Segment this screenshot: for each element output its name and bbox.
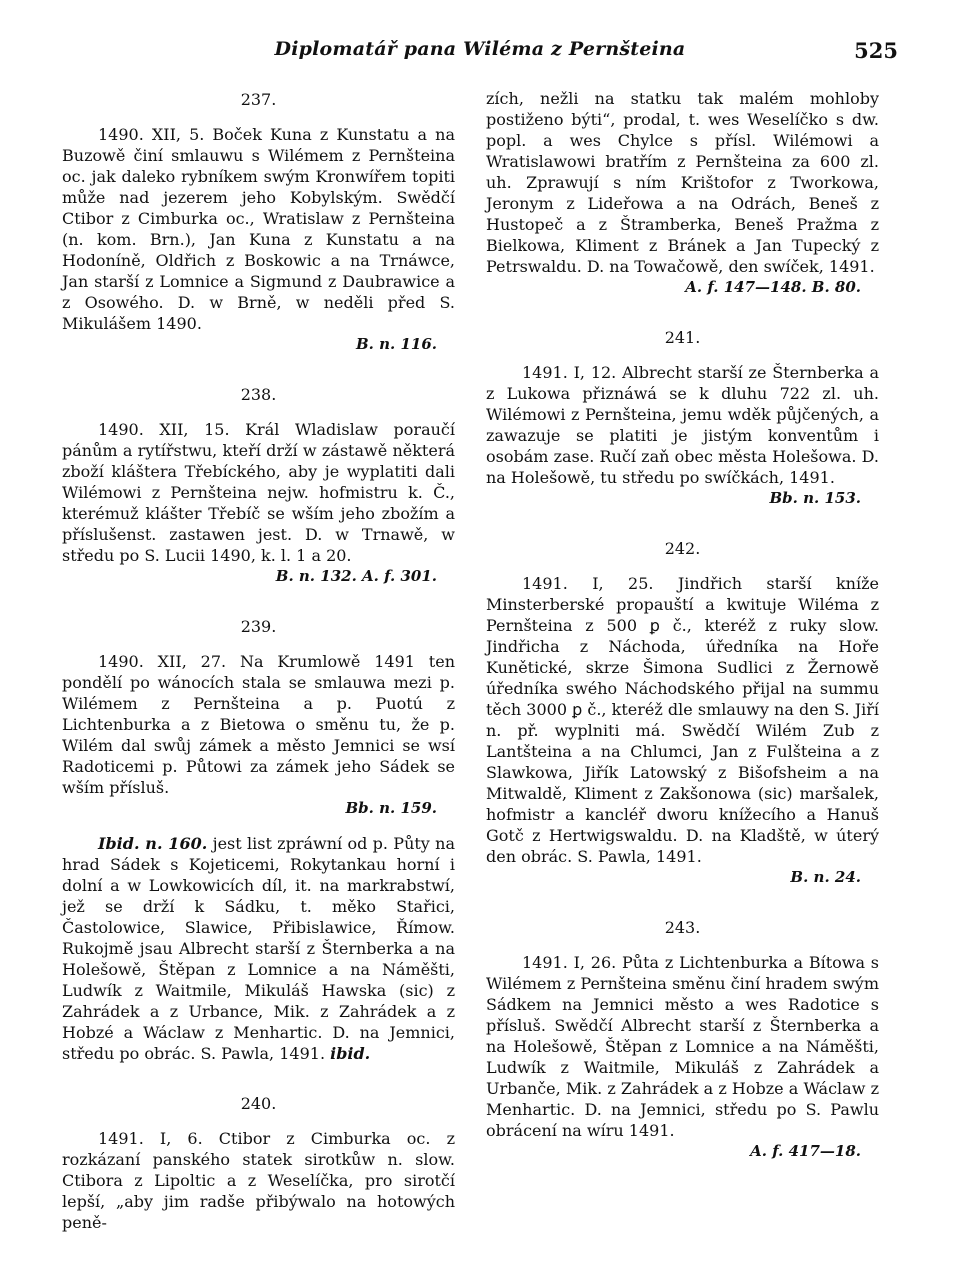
source-reference: A. f. 417—18. <box>750 1142 861 1160</box>
source-reference: B. n. 116. <box>355 335 437 353</box>
entry-number: 239. <box>240 617 277 636</box>
source-reference: Bb. n. 159. <box>345 799 437 817</box>
entry-number: 243. <box>664 918 701 937</box>
entry-241 <box>486 328 879 509</box>
continuation-text: zích, nežli na statku tak malém mohloby postiženo býti“, prodal, t. wes Weselíčko s dw. popl. a wes Chylce s přísl. Wilémowi a Wratislawowi bratřím z Pernšteina za 600 zl. uh. Zprawují s ním Krištofor z Tworkowa, Jeronym z Lideřowa a na Odrách, Beneš z Hustopeč a z Štramberka, Beneš Pražma z Bielkowa, Kliment z Bránek a Jan Tupecký z Petrswaldu. D. na Towačowě, den swíček, 1491. <box>486 89 879 276</box>
ibid-source: ibid. <box>330 1044 371 1063</box>
entry-number: 242. <box>664 539 701 558</box>
entry-number: 238. <box>240 385 277 404</box>
entry-text: 1491. I, 6. Ctibor z Cimburka oc. z rozkázaní panského statek sirotkůw n. slow. Ctibora z Lipoltic a z Weselíčka, pro sirotčí lepší, „aby jim radše přibýwalo na hotowých peně- <box>62 1129 455 1232</box>
entry-text: 1490. XII, 27. Na Krumlowě 1491 ten pondělí po wánocích stala se smlauwa mezi p. Wilémem z Pernšteina a p. Puotú z Lichtenburka a z Bietowa o směnu tu, že p. Wilém dal swůj zámek a město Jemnici se wsí Radoticemi p. Půtowi za zámek jeho Sádek se wším přísluš. <box>62 652 455 797</box>
source-reference: A. f. 147—148. B. 80. <box>685 278 861 296</box>
entry-number: 241. <box>664 328 701 347</box>
entry-text: 1490. XII, 15. Král Wladislaw poraučí pánům a rytířstwu, kteří drží w zástawě některá zboží kláštera Třebíckého, aby je wyplatiti dali Wilémowi z Pernšteina nejw. hofmistru k. Č., kterémuž klášter Třebíč se wším jeho zbožím a příslušenst. zastawen jest. D. w Trnawě, w středu po S. Lucii 1490, k. l. 1 a 20. <box>62 420 455 565</box>
source-reference: Bb. n. 153. <box>769 489 861 507</box>
running-title: Diplomatář pana Wiléma z Pernšteina <box>274 38 686 60</box>
ibid-text: jest list zpráwní od p. Půty na hrad Sádek s Kojeticemi, Rokytankau horní i dolní a w Lowkowicích díl, it. na markrabstwí, jež se drží k Sádku, t. měko Stařici, Častolowice, Slawice, Přibislawice, Římow. Rukojmě jsau Albrecht starší z Šternberka a na Holešowě, Štěpan z Lomnice a na Náměšti, Ludwík z Waitmile, Mikuláš Hawska (sic) z Zahrádek a z Urbance, Mik. z Zahrádek a z Hobzé a Wáclaw z Menhartic. D. na Jemnici, středu po obrác. S. Pawla, 1491. <box>62 834 455 1063</box>
entry-239 <box>62 617 455 1064</box>
entry-number: 237. <box>240 90 277 109</box>
entry-number: 240. <box>240 1094 277 1113</box>
right-column <box>486 88 879 1192</box>
left-column <box>62 88 455 1263</box>
source-reference: B. n. 132. A. f. 301. <box>275 567 437 585</box>
entry-text: 1491. I, 12. Albrecht starší ze Šternberka a z Lukowa přiznáwá se k dluhu 722 zl. uh. Wilémowi z Pernšteina, jemu wděk půjčených, a zawazuje se platiti je jistým konventům i osobám zase. Ručí zaň obec města Holešowa. D. na Holešowě, tu středu po swíčkách, 1491. <box>486 363 879 487</box>
entry-240-continuation <box>486 88 879 298</box>
entry-240 <box>62 1094 455 1233</box>
ibid-paragraph <box>62 833 455 1064</box>
page-number: 525 <box>854 38 898 63</box>
entry-242 <box>486 539 879 888</box>
entry-text: 1490. XII, 5. Boček Kuna z Kunstatu a na Buzowě činí smlauwu s Wilémem z Pernšteina oc. jak daleko rybníkem swým Kronwířem topiti může nad jezerem jeho Kobylským. Swědčí Ctibor z Cimburka oc., Wratislaw z Pernšteina (n. kom. Brn.), Jan Kuna z Kunstatu a na Hodoníně, Oldřich z Boskowic a na Trnáwce, Jan starší z Lomnice a Sigmund z Daubrawice a z Osowého. D. w Brně, w neděli před S. Mikulášem 1490. <box>62 125 455 333</box>
ibid-label: Ibid. n. 160. <box>98 834 208 853</box>
entry-237 <box>62 90 455 355</box>
entry-text: 1491. I, 25. Jindřich starší kníže Minsterberské propauští a kwituje Wiléma z Pernšteina z 500 ꝑ č., kteréž z ruky slow. Jindřicha z Náchoda, úředníka na Hoře Kunětické, skrze Šimona Sudlici z Žernowě úředníka swého Náchodského přijal na summu těch 3000 ꝑ č., kteréž dle smlauwy na den S. Jiří n. př. wyplniti má. Swědčí Wilém Zub z Lantšteina a na Chlumci, Jan z Fulšteina a z Slawkowa, Jiřík Latowský z Bišofsheim a na Mitwaldě, Kliment z Zakšonowa (sic) maršalek, hofmistr a kancléř dworu knížecího a Hanuš Gotč z Hertwigswaldu. D. na Kladště, w úterý den obrác. S. Pawla, 1491. <box>486 574 879 866</box>
entry-243 <box>486 918 879 1162</box>
source-reference: B. n. 24. <box>790 868 861 886</box>
entry-238 <box>62 385 455 587</box>
entry-text: 1491. I, 26. Půta z Lichtenburka a Bítowa s Wilémem z Pernšteina směnu činí hradem swým Sádkem na Jemnici město a wes Radotice s přísluš. Swědčí Albrecht starší z Šternberka a na Holešowě, Štěpan z Lomnice a na Náměšti, Ludwík z Waitmile, Mikuláš z Zahrádek a Urbanče, Mik. z Zahrádek a z Hobze a Wáclaw z Menhartic. D. na Jemnici, středu po S. Pawlu obrácení na wíru 1491. <box>486 953 879 1140</box>
